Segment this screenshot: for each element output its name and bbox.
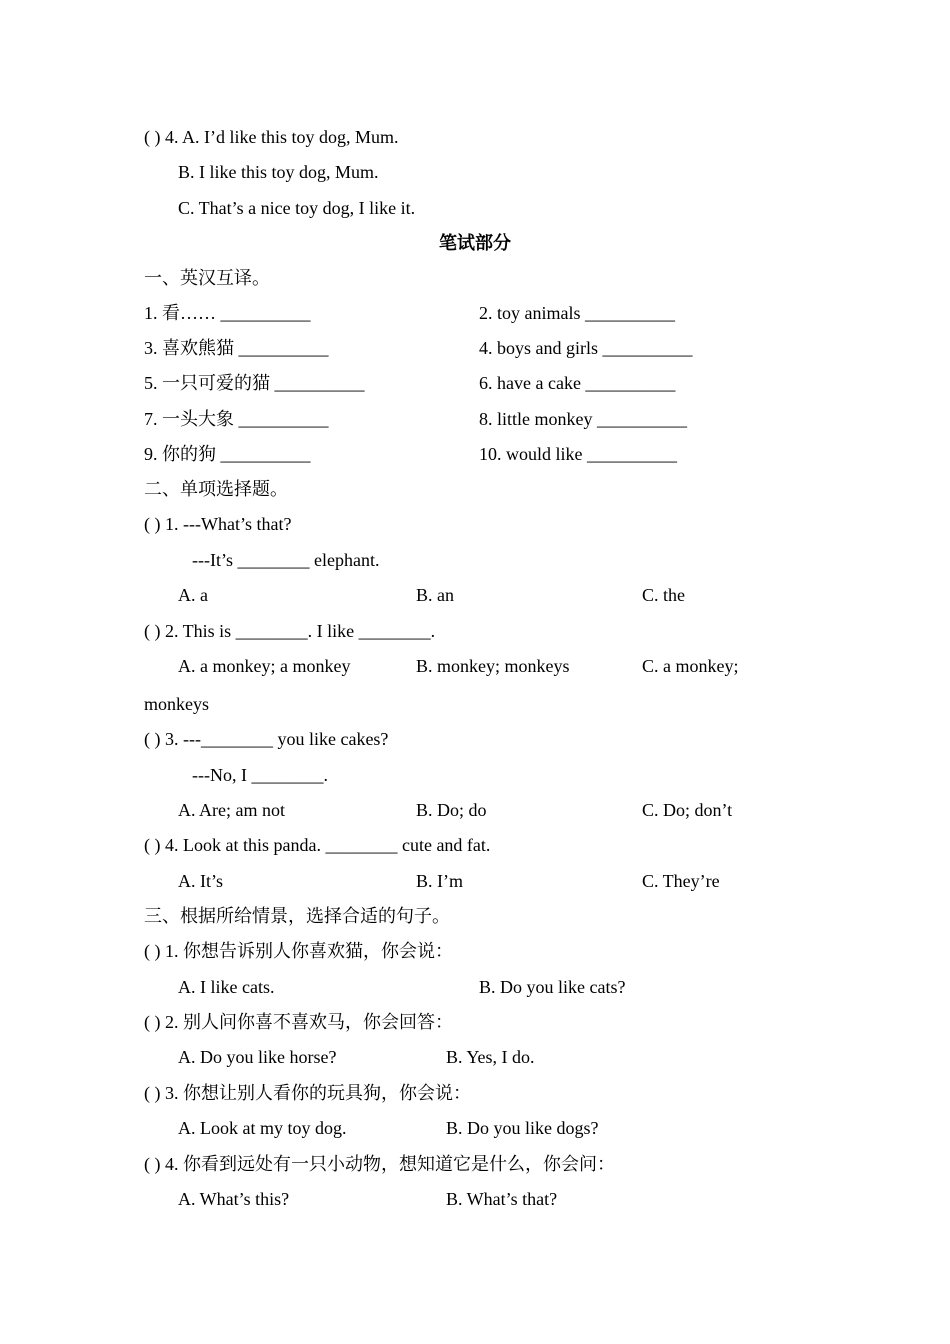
situation-q3-option-a: A. Look at my toy dog. [178, 1118, 347, 1138]
listening-q4-option-c: C. That’s a nice toy dog, I like it. [178, 198, 416, 218]
translate-item: 8. little monkey __________ [479, 409, 687, 429]
situation-q1-stem: ( ) 1. 你想告诉别人你喜欢猫，你会说： [144, 941, 453, 961]
translate-item: 3. 喜欢熊猫 __________ [144, 338, 329, 358]
choice-q2-stem: ( ) 2. This is ________. I like ________. [144, 621, 436, 641]
situation-q3-stem: ( ) 3. 你想让别人看你的玩具狗，你会说： [144, 1083, 471, 1103]
choice-q2-option-b: B. monkey; monkeys [416, 656, 570, 676]
choice-q1-line2: ---It’s ________ elephant. [192, 550, 380, 570]
choice-q2-option-a: A. a monkey; a monkey [178, 656, 351, 676]
choice-q3-option-a: A. Are; am not [178, 800, 285, 820]
listening-q4-option-b: B. I like this toy dog, Mum. [178, 162, 379, 182]
choice-q3-stem: ( ) 3. ---________ you like cakes? [144, 729, 389, 749]
translate-item: 10. would like __________ [479, 444, 677, 464]
section2-heading: 二、单项选择题。 [144, 479, 288, 499]
choice-q2-option-c: C. a monkey; [642, 656, 739, 676]
translate-item: 5. 一只可爱的猫 __________ [144, 373, 365, 393]
choice-q4-stem: ( ) 4. Look at this panda. ________ cute and fat. [144, 835, 491, 855]
choice-q3-line2: ---No, I ________. [192, 765, 328, 785]
translate-item: 7. 一头大象 __________ [144, 409, 329, 429]
section1-heading: 一、英汉互译。 [144, 268, 270, 288]
choice-q4-option-c: C. They’re [642, 871, 720, 891]
choice-q2-option-c-wrap: monkeys [144, 694, 209, 714]
situation-q1-option-a: A. I like cats. [178, 977, 275, 997]
listening-q4-stem: ( ) 4. A. I’d like this toy dog, Mum. [144, 127, 399, 147]
situation-q4-option-b: B. What’s that? [446, 1189, 558, 1209]
translate-item: 4. boys and girls __________ [479, 338, 693, 358]
situation-q2-stem: ( ) 2. 别人问你喜不喜欢马，你会回答： [144, 1012, 453, 1032]
section3-heading: 三、根据所给情景，选择合适的句子。 [144, 906, 450, 926]
choice-q1-option-a: A. a [178, 585, 208, 605]
translate-item: 6. have a cake __________ [479, 373, 676, 393]
choice-q1-option-c: C. the [642, 585, 685, 605]
situation-q4-stem: ( ) 4. 你看到远处有一只小动物，想知道它是什么，你会问： [144, 1154, 615, 1174]
situation-q1-option-b: B. Do you like cats? [479, 977, 626, 997]
translate-item: 1. 看…… __________ [144, 303, 311, 323]
choice-q4-option-b: B. I’m [416, 871, 463, 891]
choice-q3-option-c: C. Do; don’t [642, 800, 733, 820]
situation-q2-option-a: A. Do you like horse? [178, 1047, 337, 1067]
choice-q1-stem: ( ) 1. ---What’s that? [144, 514, 292, 534]
situation-q2-option-b: B. Yes, I do. [446, 1047, 535, 1067]
choice-q4-option-a: A. It’s [178, 871, 223, 891]
translate-item: 9. 你的狗 __________ [144, 444, 311, 464]
situation-q3-option-b: B. Do you like dogs? [446, 1118, 599, 1138]
written-part-title: 笔试部分 [439, 233, 511, 253]
choice-q3-option-b: B. Do; do [416, 800, 487, 820]
choice-q1-option-b: B. an [416, 585, 454, 605]
situation-q4-option-a: A. What’s this? [178, 1189, 290, 1209]
translate-item: 2. toy animals __________ [479, 303, 675, 323]
